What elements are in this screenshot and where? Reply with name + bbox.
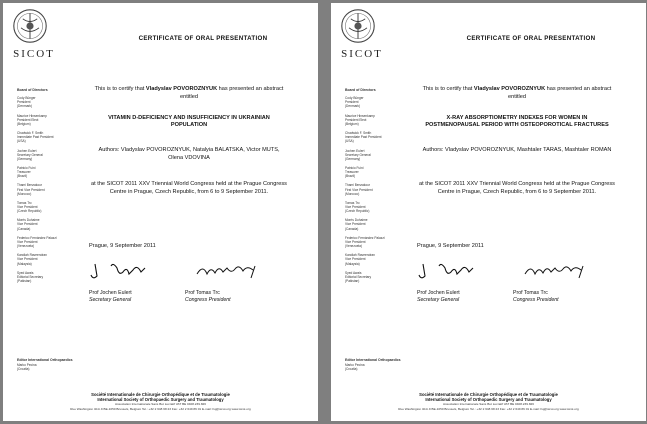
recipient-name: Vladyslav POVOROZNYUK: [473, 86, 546, 92]
editor-block: Editor International Orthopaedics Marko Pecina (Croatia): [17, 358, 73, 372]
congress-details: at the SICOT 2011 XXV Triennial World Congress held at the Prague Congress Centre in Prague, Czech Republic, from 6 to 9 September 2011.: [91, 181, 287, 195]
abstract-title: X-RAY ABSORPTIOMETRY INDEXES FOR WOMEN IN POSTMENOPAUSAL PERIOD WITH OSTEOPOROTICAL FRACTURES: [425, 115, 609, 128]
board-member: Patricio Fuini Treasurer (Brazil): [345, 165, 364, 179]
place-date: Prague, 9 September 2011: [417, 243, 484, 249]
board-member: Syed Awais Editorial Secretary (Pakistan): [17, 270, 44, 283]
signature-eulert: [417, 260, 497, 282]
signature-eulert: [89, 260, 169, 282]
board-member: Morris Duhaime Vice President (Canada): [17, 218, 40, 231]
board-heading: Board of Directors: [345, 88, 376, 92]
certificate-title: CERTIFICATE OF ORAL PRESENTATION: [138, 35, 268, 42]
sicot-emblem-icon: [340, 7, 376, 45]
board-heading: Board of Directors: [17, 88, 48, 92]
board-member: Maurice Hinsenkamp President Elect (Belgium): [17, 113, 47, 126]
board-member: Thami Benzakour First Vice President (Morocco): [17, 183, 45, 196]
signer-secretary: Prof Jochen Eulert Secretary General: [417, 290, 460, 303]
sicot-emblem-icon: [12, 7, 48, 45]
signer-secretary: Prof Jochen Eulert Secretary General: [89, 290, 132, 303]
certification-statement: This is to certify that Vladyslav POVOROZNYUK has presented an abstract entitled: [422, 86, 612, 100]
board-member: Jochen Eulert Secretary General (Germany): [17, 148, 43, 161]
board-member: Maurice Hinsenkamp President Elect (Belgium): [345, 113, 375, 126]
authors-line: Authors: Vladyslav POVOROZNYUK, Natalyia BALATSKA, Victor MUTS, Olena VDOVINA: [98, 147, 280, 161]
board-member: Federico Fernández Palazzi Vice President (Venezuela): [345, 235, 385, 249]
board-member: Jochen Eulert Secretary General (Germany): [345, 148, 371, 161]
board-member: Kandiah Raveendran Vice President (Malaysia): [17, 253, 47, 266]
board-member: Federico Fernández Palazzi Vice President (Venezuela): [17, 235, 57, 249]
signature-trc: [193, 260, 273, 282]
signer-president: Prof Tomas Trc Congress President: [513, 290, 559, 303]
board-member: Syed Awais Editorial Secretary (Pakistan): [345, 270, 372, 283]
brand-name: SICOT: [13, 48, 55, 60]
footer: Société Internationale de Chirurgie Orthopédique et de Traumatologie International Society of Orthopaedic Surgery and Traumatology Association Internationale Sans But Lucratif VAT BE 0408.239.826 Rue Washington 40-b.9 BE-1050 Brussels, Belgium Tel.: +32 2 648 68 23 Fax: +32 2 649 86 01 E-mail: hq@sicot.org www.sicot.org: [398, 392, 579, 411]
editor-block: Editor International Orthopaedics Marko Pecina (Croatia): [345, 358, 401, 372]
board-member: Chadwick F. Smith Immediate Past President (USA): [345, 131, 382, 144]
certification-statement: This is to certify that Vladyslav POVOROZNYUK has presented an abstract entitled: [94, 86, 284, 100]
brand-name: SICOT: [341, 48, 383, 60]
authors-line: Authors: Vladyslav POVOROZNYUK, Mashtaler TARAS, Mashtaler ROMAN: [422, 147, 612, 153]
board-member: Chadwick F. Smith Immediate Past President (USA): [17, 131, 54, 144]
abstract-title: VITAMIN D-DEFICIENCY AND INSUFFICIENCY IN UKRAINIAN POPULATION: [108, 115, 270, 128]
signer-president: Prof Tomas Trc Congress President: [185, 290, 231, 303]
recipient-name: Vladyslav POVOROZNYUK: [145, 86, 218, 92]
board-sidebar: [17, 88, 77, 372]
certificate-title: CERTIFICATE OF ORAL PRESENTATION: [466, 35, 596, 42]
congress-details: at the SICOT 2011 XXV Triennial World Congress held at the Prague Congress Centre in Prague, Czech Republic, from 6 to 9 September 2011.: [419, 181, 615, 195]
certificate-page-1: [3, 3, 318, 421]
board-member: Cody Bünger President (Denmark): [17, 96, 36, 109]
board-sidebar: [345, 88, 405, 372]
board-member: Kandiah Raveendran Vice President (Malaysia): [345, 253, 375, 266]
footer: Société Internationale de Chirurgie Orthopédique et de Traumatologie International Society of Orthopaedic Surgery and Traumatology Association Internationale Sans But Lucratif VAT BE 0408.239.826 Rue Washington 40-b.9 BE-1050 Brussels, Belgium Tel.: +32 2 648 68 23 Fax: +32 2 649 86 01 E-mail: hq@sicot.org www.sicot.org: [70, 392, 251, 411]
signature-trc: [521, 260, 601, 282]
place-date: Prague, 9 September 2011: [89, 243, 156, 249]
board-member: Cody Bünger President (Denmark): [345, 96, 364, 109]
board-member: Tomas Trc Vice President (Czech Republic): [17, 200, 42, 214]
board-member: Patricio Fuini Treasurer (Brazil): [17, 165, 36, 179]
board-member: Morris Duhaime Vice President (Canada): [345, 218, 368, 231]
certificate-page-2: [331, 3, 646, 421]
board-member: Tomas Trc Vice President (Czech Republic): [345, 200, 370, 214]
board-member: Thami Benzakour First Vice President (Morocco): [345, 183, 373, 196]
